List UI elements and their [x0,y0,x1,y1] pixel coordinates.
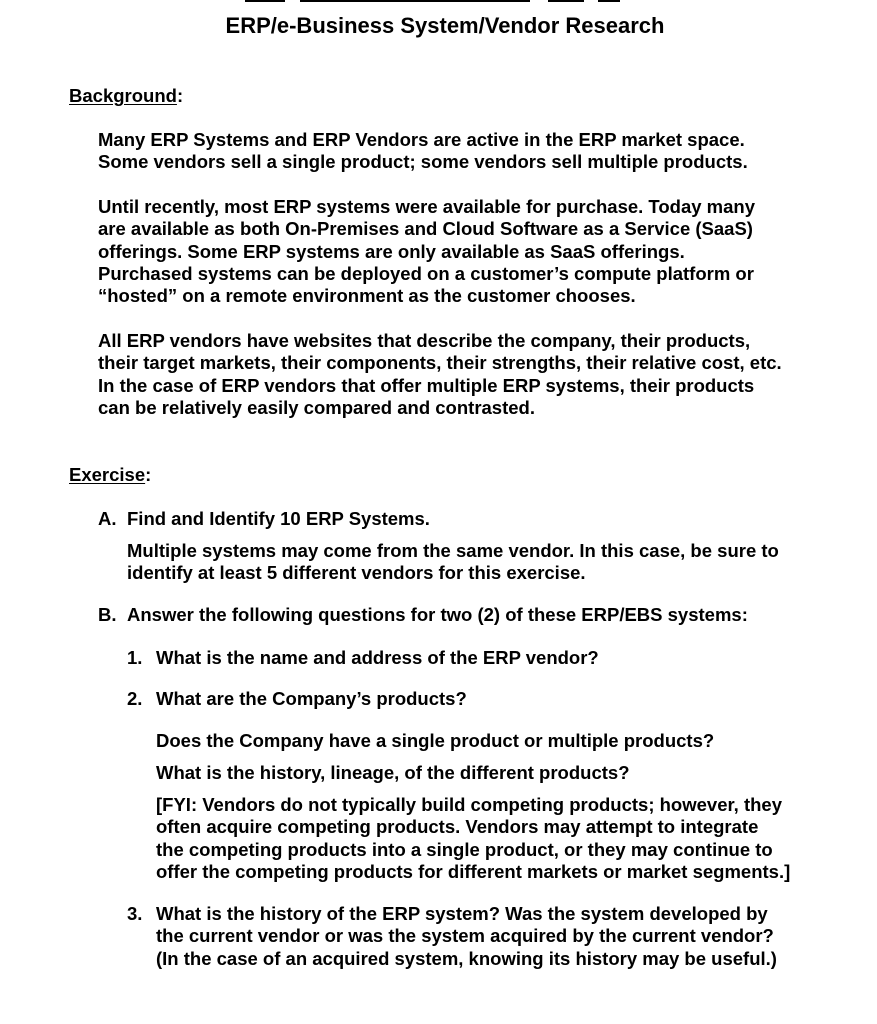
background-heading-colon: : [176,85,184,106]
item-a-text: Find and Identify 10 ERP Systems. [127,508,430,529]
item-b-label: B. [98,604,117,625]
item-a-detail [127,540,847,585]
text-line: Many ERP Systems and ERP Vendors are active in the ERP market space. [98,129,745,150]
background-heading-label: Background [69,85,177,106]
text-line: In the case of ERP vendors that offer multiple ERP systems, their products [98,374,755,396]
text-line: Some vendors sell a single product; some vendors sell multiple products. [98,151,748,173]
text-line: “hosted” on a remote environment as the customer chooses. [98,285,636,307]
text-line: What is the history of the ERP system? Was the system developed by [156,903,768,924]
item-b-text: Answer the following questions for two (2) of these ERP/EBS systems: [127,604,748,625]
background-heading [69,85,183,107]
text-line: Purchased systems can be deployed on a customer’s compute platform or [98,262,754,284]
question-2-text: What are the Company’s products? [156,688,467,709]
background-paragraph-1 [98,129,838,174]
exercise-heading [69,464,151,486]
text-line: their target markets, their components, their strengths, their relative cost, etc. [98,352,782,374]
text-line: are available as both On-Premises and Cloud Software as a Service (SaaS) [98,218,753,240]
exercise-heading-label: Exercise [69,464,146,485]
text-line: the current vendor or was the system acquired by the current vendor? [156,925,774,947]
cropped-header-line [0,0,877,2]
text-line: can be relatively easily compared and contrasted. [98,396,535,418]
text-line: often acquire competing products. Vendors may attempt to integrate [156,816,759,838]
background-paragraph-3 [98,330,838,419]
text-line: (In the case of an acquired system, knowing its history may be useful.) [156,947,777,969]
question-2-fyi [156,794,856,883]
text-line: the competing products into a single product, or they may continue to [156,838,773,860]
text-line: Multiple systems may come from the same vendor. In this case, be sure to [127,540,779,561]
exercise-heading-colon: : [145,464,152,485]
document-title: ERP/e-Business System/Vendor Research [225,13,665,38]
text-line: [FYI: Vendors do not typically build competing products; however, they [156,794,782,815]
background-paragraph-2 [98,196,838,307]
question-1-text: What is the name and address of the ERP vendor? [156,647,599,668]
question-1-label: 1. [127,647,143,668]
text-line: offer the competing products for different markets or market segments.] [156,860,791,882]
item-a-label: A. [98,508,117,529]
question-2-sub-1: Does the Company have a single product or multiple products? [156,730,715,751]
question-3-label: 3. [127,903,143,924]
question-2-label: 2. [127,688,143,709]
question-3-text [156,903,856,970]
text-line: Until recently, most ERP systems were available for purchase. Today many [98,196,756,217]
question-2-sub-2: What is the history, lineage, of the different products? [156,762,630,783]
text-line: identify at least 5 different vendors for this exercise. [127,562,586,584]
text-line: All ERP vendors have websites that describe the company, their products, [98,330,751,351]
text-line: offerings. Some ERP systems are only available as SaaS offerings. [98,240,685,262]
